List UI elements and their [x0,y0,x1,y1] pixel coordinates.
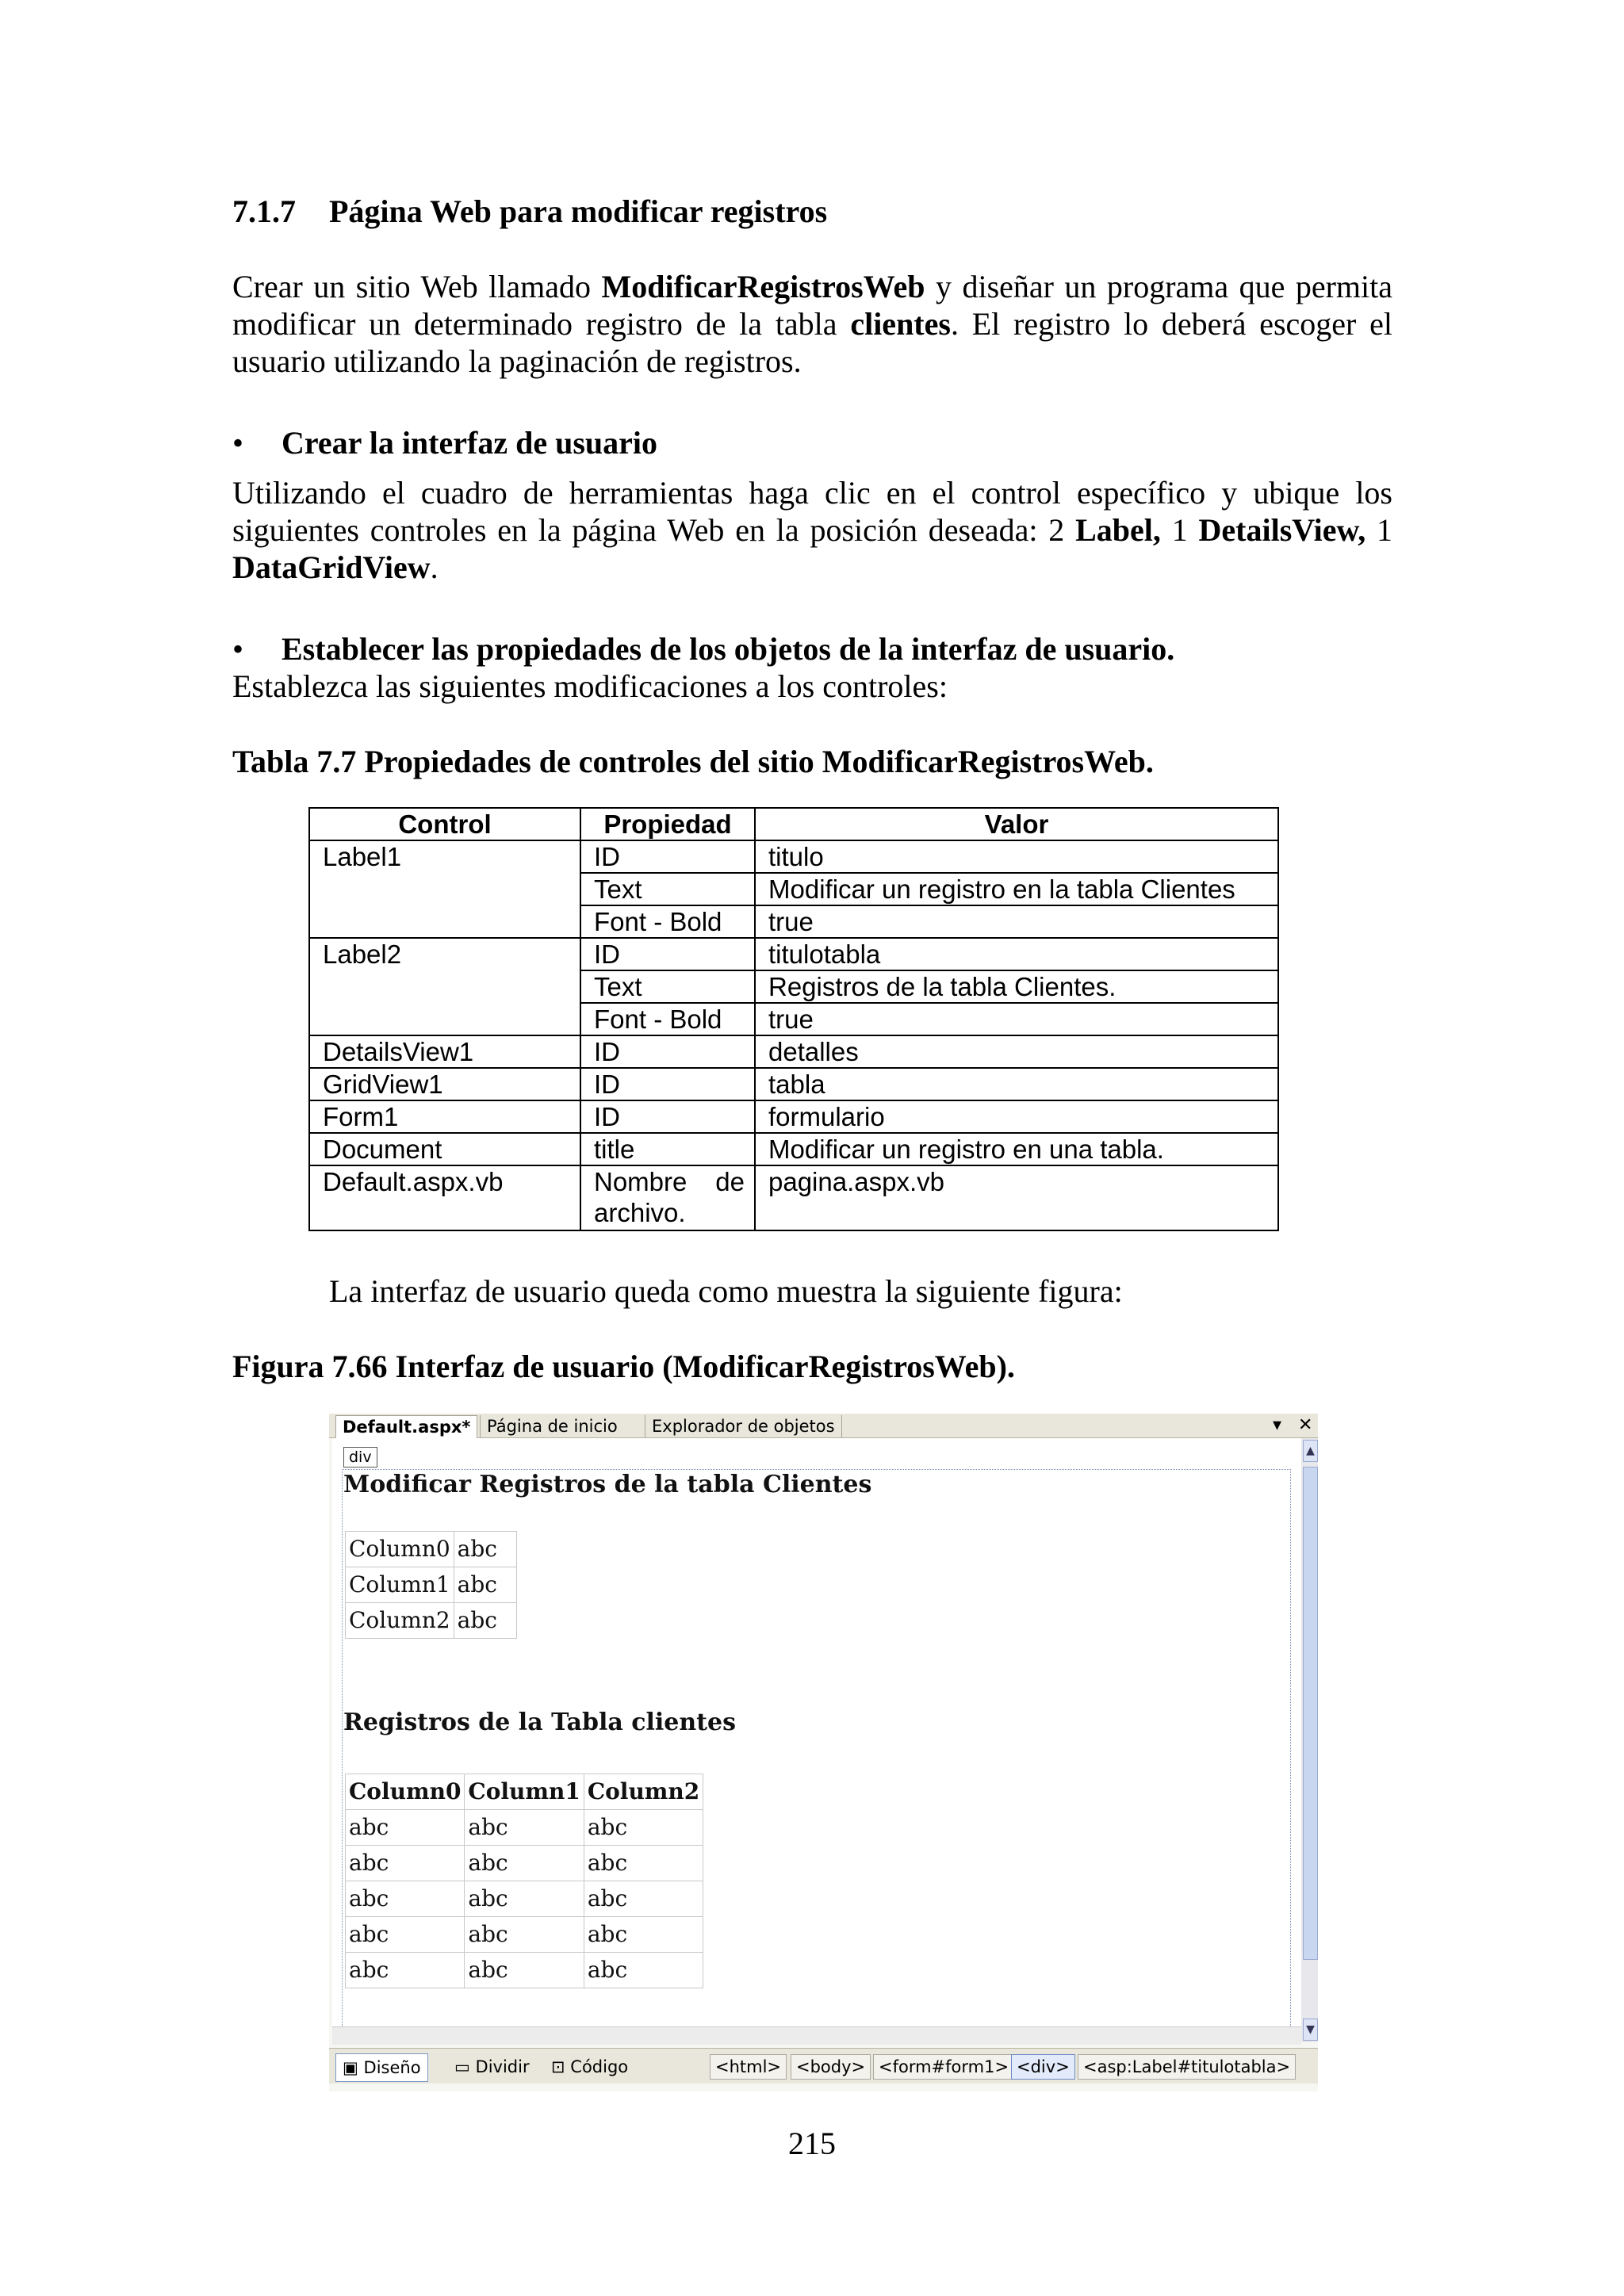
scroll-down-icon[interactable]: ▼ [1303,2019,1318,2041]
cell-control: GridView1 [309,1068,580,1100]
cell-valor: detalles [755,1035,1278,1068]
grid-cell: abc [584,1953,703,1988]
grid-row [346,1846,703,1881]
cell-valor: titulotabla [755,938,1278,970]
cell-propiedad: ID [580,1100,755,1133]
cell-valor: Modificar un registro en una tabla. [755,1133,1278,1165]
detailsview[interactable] [345,1531,517,1639]
scroll-up-icon[interactable]: ▲ [1303,1440,1318,1462]
bullet1-text-3: 1 [1365,512,1393,548]
cell-control [309,970,580,1003]
details-row [346,1532,517,1567]
table-row [309,873,1278,905]
details-row [346,1567,517,1603]
label-titulo[interactable]: Modificar Registros de la tabla Clientes [343,1471,872,1498]
grid-cell: abc [584,1881,703,1917]
cell-propiedad: Text [580,970,755,1003]
table-row [309,840,1278,873]
cell-propiedad: ID [580,938,755,970]
bullet-mark: • [232,631,244,667]
cell-propiedad: ID [580,840,755,873]
details-field: Column2 [346,1603,454,1639]
split-view-button[interactable] [448,2053,536,2080]
grid-cell: abc [346,1881,465,1917]
div-tag-label[interactable]: div [343,1447,377,1468]
design-label: Diseño [363,2058,421,2077]
bullet-heading-2 [232,630,1174,668]
code-label: Código [570,2057,629,2076]
grid-row [346,1917,703,1953]
header-valor: Valor [755,808,1278,840]
intro-bold-table: clientes [850,306,951,342]
details-field: Column1 [346,1567,454,1603]
split-icon: ▭ [454,2057,476,2076]
grid-cell: abc [465,1953,584,1988]
bullet1-bold-label: Label, [1075,512,1161,548]
cell-propiedad: Text [580,873,755,905]
design-view-button[interactable] [335,2053,428,2082]
section-heading [232,193,827,230]
grid-row [346,1953,703,1988]
cell-valor: true [755,1003,1278,1035]
figure-ide-screenshot [329,1414,1318,2091]
intro-paragraph [232,268,1392,380]
cell-control: DetailsView1 [309,1035,580,1068]
section-title: Página Web para modificar registros [329,193,828,229]
cell-control: Form1 [309,1100,580,1133]
grid-cell: abc [465,1810,584,1846]
code-view-button[interactable] [545,2053,634,2080]
cell-valor: Modificar un registro en la tabla Clientes [755,873,1278,905]
grid-cell: abc [465,1881,584,1917]
table-row [309,1165,1278,1230]
header-control: Control [309,808,580,840]
table-row [309,1035,1278,1068]
grid-header-cell: Column0 [346,1774,465,1810]
bullet1-bold-datagridview: DataGridView [232,549,431,585]
bullet1-bold-detailsview: DetailsView, [1198,512,1366,548]
grid-header-row [346,1774,703,1810]
bullet2-text: Establezca las siguientes modificaciones a los controles: [232,668,948,704]
grid-header-cell: Column2 [584,1774,703,1810]
scrollbar-thumb[interactable] [1303,1467,1318,1960]
details-row [346,1603,517,1639]
grid-cell: abc [465,1917,584,1953]
table-row [309,1003,1278,1035]
tab-default-aspx[interactable]: Default.aspx* [335,1415,477,1438]
tab-explorador-de-objetos[interactable]: Explorador de objetos [645,1415,842,1437]
document-tab-bar [329,1414,1318,1438]
code-icon: ⊡ [551,2057,571,2076]
properties-table [308,807,1279,1231]
bullet1-text-1: Utilizando el cuadro de herramientas haga clic en el control específico y ubique los siguientes controles en la página Web en la posición deseada: 2 [232,475,1392,548]
cell-control [309,873,580,905]
cell-propiedad: Font - Bold [580,1003,755,1035]
cell-control: Default.aspx.vb [309,1165,580,1230]
design-icon: ▣ [343,2058,364,2077]
grid-cell: abc [346,1917,465,1953]
grid-cell: abc [584,1917,703,1953]
figure-caption: Figura 7.66 Interfaz de usuario (ModificarRegistrosWeb). [232,1349,1015,1384]
bullet1-paragraph [232,474,1392,586]
cell-control: Label2 [309,938,580,970]
bullet-heading-1 [232,424,657,461]
intro-text-3: . El registro lo deberá escoger el usuario utilizando la paginación de registros. [232,306,1392,379]
grid-cell: abc [346,1846,465,1881]
table-caption: Tabla 7.7 Propiedades de controles del sitio ModificarRegistrosWeb. [232,744,1154,779]
grid-cell: abc [346,1953,465,1988]
grid-row [346,1881,703,1917]
grid-cell: abc [465,1846,584,1881]
cell-control: Label1 [309,840,580,873]
crumb-asp-label[interactable]: <asp:Label#titulotabla> [1078,2054,1296,2080]
cell-valor: titulo [755,840,1278,873]
table-row [309,938,1278,970]
cell-valor: formulario [755,1100,1278,1133]
close-icon[interactable]: ✕ [1298,1415,1313,1435]
cell-propiedad: Font - Bold [580,905,755,938]
table-row [309,970,1278,1003]
table-row [309,1100,1278,1133]
bullet-heading-text: Establecer las propiedades de los objetos de la interfaz de usuario. [282,631,1175,667]
header-propiedad: Propiedad [580,808,755,840]
grid-header-cell: Column1 [465,1774,584,1810]
cell-propiedad: ID [580,1068,755,1100]
details-value: abc [454,1532,516,1567]
cell-valor: true [755,905,1278,938]
grid-cell: abc [346,1810,465,1846]
cell-valor: pagina.aspx.vb [755,1165,1278,1230]
vertical-scrollbar[interactable] [1301,1438,1318,2042]
view-status-bar [329,2048,1318,2084]
crumb-form[interactable]: <form#form1> [873,2054,1014,2080]
gridview[interactable] [345,1774,703,1988]
grid-row [346,1810,703,1846]
tab-dropdown-icon[interactable]: ▾ [1273,1415,1282,1435]
details-value: abc [454,1603,516,1639]
details-field: Column0 [346,1532,454,1567]
figure-intro-text: La interfaz de usuario queda como muestra la siguiente figura: [329,1273,1123,1309]
grid-cell: abc [584,1846,703,1881]
page-number: 215 [788,2126,836,2161]
table-row [309,1133,1278,1165]
table-row [309,905,1278,938]
horizontal-scrollbar[interactable] [332,2026,1301,2045]
crumb-html[interactable]: <html> [710,2054,787,2080]
tab-pagina-de-inicio[interactable]: Página de inicio [480,1415,624,1437]
intro-text-2: y diseñar un programa que permita modificar un determinado registro de la tabla [232,269,1392,342]
cell-propiedad: Nombre de archivo. [580,1165,755,1230]
table-row [309,1068,1278,1100]
grid-cell: abc [584,1810,703,1846]
crumb-body[interactable]: <body> [791,2054,871,2080]
details-value: abc [454,1567,516,1603]
intro-text-1: Crear un sitio Web llamado [232,269,602,304]
label-titulotabla[interactable]: Registros de la Tabla clientes [343,1709,737,1736]
bullet1-text-2: 1 [1160,512,1199,548]
cell-propiedad: title [580,1133,755,1165]
bullet1-text-4: . [430,549,439,585]
section-number: 7.1.7 [232,193,296,229]
intro-bold-site: ModificarRegistrosWeb [601,269,925,304]
cell-control: Document [309,1133,580,1165]
cell-control [309,1003,580,1035]
bullet-mark: • [232,425,244,461]
cell-control [309,905,580,938]
cell-valor: tabla [755,1068,1278,1100]
split-label: Dividir [475,2057,530,2076]
crumb-div[interactable]: <div> [1011,2054,1075,2080]
cell-valor: Registros de la tabla Clientes. [755,970,1278,1003]
cell-propiedad: ID [580,1035,755,1068]
bullet-heading-text: Crear la interfaz de usuario [282,425,658,461]
